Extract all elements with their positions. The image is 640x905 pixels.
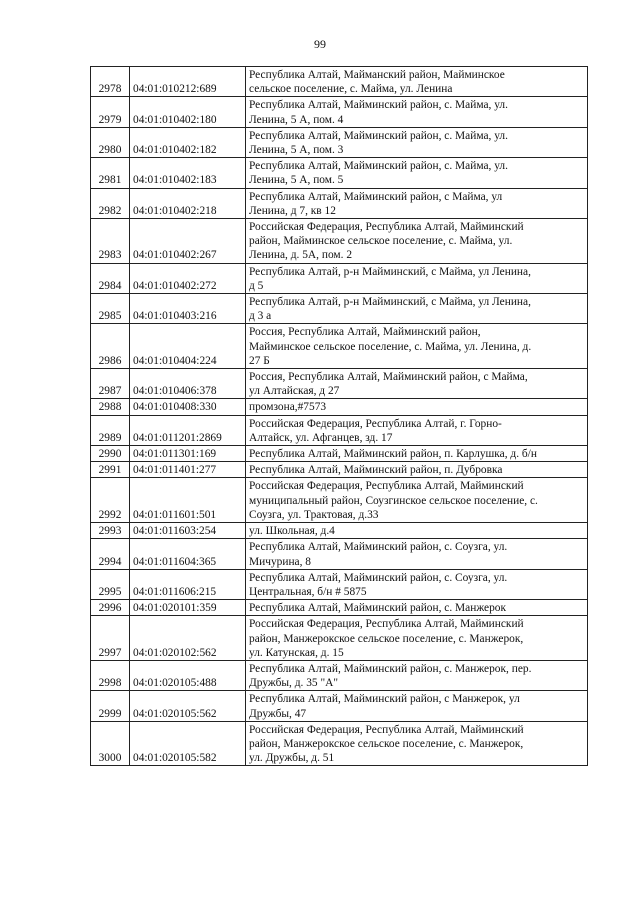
row-number-cell: 2988 <box>91 399 130 415</box>
table-row <box>91 446 588 462</box>
cadastral-number-cell: 04:01:010212:689 <box>130 67 246 97</box>
cadastral-number-cell: 04:01:010402:180 <box>130 97 246 127</box>
cadastral-number-cell: 04:01:010402:218 <box>130 188 246 218</box>
address-line: ул. Школьная, д.4 <box>249 525 335 538</box>
address-line: Российская Федерация, Республика Алтай, Майминский <box>249 221 524 234</box>
address-line: д 5 <box>249 279 264 292</box>
address-line: Ленина, 5 А, пом. 5 <box>249 174 344 187</box>
cadastral-number-cell: 04:01:010402:272 <box>130 263 246 293</box>
address-line: Республика Алтай, Майминский район, с. Соузга, ул. <box>249 541 508 554</box>
table-row <box>91 399 588 415</box>
address-line: Российская Федерация, Республика Алтай, Майминский <box>249 618 524 631</box>
address-line: Республика Алтай, р-н Майминский, с Майма, ул Ленина, <box>249 296 531 309</box>
address-cell <box>246 600 588 616</box>
cadastral-number-cell: 04:01:011601:501 <box>130 478 246 523</box>
register-table <box>90 66 588 766</box>
row-number-cell: 2989 <box>91 415 130 445</box>
row-number-cell: 2984 <box>91 263 130 293</box>
address-line: Республика Алтай, р-н Майминский, с Майма, ул Ленина, <box>249 265 531 278</box>
address-cell <box>246 616 588 661</box>
address-cell <box>246 462 588 478</box>
address-line: Республика Алтай, Майминский район, с Манжерок, ул <box>249 693 520 706</box>
address-cell <box>246 539 588 569</box>
address-cell <box>246 127 588 157</box>
cadastral-number-cell: 04:01:011603:254 <box>130 523 246 539</box>
address-line: ул. Катунская, д. 15 <box>249 646 344 659</box>
address-line: Ленина, д. 5А, пом. 2 <box>249 249 353 262</box>
row-number-cell: 2998 <box>91 660 130 690</box>
table-row <box>91 600 588 616</box>
address-cell <box>246 158 588 188</box>
cadastral-number-cell: 04:01:010404:224 <box>130 324 246 369</box>
cadastral-number-cell: 04:01:010406:378 <box>130 369 246 399</box>
address-cell <box>246 219 588 264</box>
address-line: Республика Алтай, Майманский район, Майминское <box>249 69 505 81</box>
row-number-cell: 2990 <box>91 446 130 462</box>
address-line: Ленина, 5 А, пом. 4 <box>249 113 344 126</box>
address-line: Российская Федерация, Республика Алтай, г. Горно- <box>249 417 502 430</box>
address-line: ул. Дружбы, д. 51 <box>249 752 335 765</box>
table-row <box>91 188 588 218</box>
row-number-cell: 2986 <box>91 324 130 369</box>
row-number-cell: 2999 <box>91 691 130 721</box>
address-line: Республика Алтай, Майминский район, с Майма, ул <box>249 190 503 203</box>
row-number-cell: 2978 <box>91 67 130 97</box>
row-number-cell: 3000 <box>91 721 130 766</box>
row-number-cell: 2982 <box>91 188 130 218</box>
address-line: д 3 а <box>249 310 272 323</box>
address-line: Дружбы, 47 <box>249 707 307 720</box>
address-line: Ленина, 5 А, пом. 3 <box>249 144 344 157</box>
table-row <box>91 616 588 661</box>
table-row <box>91 691 588 721</box>
table-row <box>91 660 588 690</box>
table-row <box>91 369 588 399</box>
table-row <box>91 294 588 324</box>
address-cell <box>246 369 588 399</box>
table-row <box>91 415 588 445</box>
address-line: Алтайск, ул. Афганцев, зд. 17 <box>249 431 393 444</box>
address-line: Республика Алтай, Майминский район, с. Манжерок <box>249 602 507 615</box>
table-row <box>91 158 588 188</box>
table-row <box>91 263 588 293</box>
row-number-cell: 2995 <box>91 569 130 599</box>
row-number-cell: 2992 <box>91 478 130 523</box>
address-cell <box>246 415 588 445</box>
address-cell <box>246 324 588 369</box>
address-line: Республика Алтай, Майминский район, п. Карлушка, д. б/н <box>249 448 537 461</box>
address-line: район, Манжерокское сельское поселение, с. Манжерок, <box>249 737 524 750</box>
address-line: Ленина, д 7, кв 12 <box>249 204 336 217</box>
table-row <box>91 127 588 157</box>
cadastral-number-cell: 04:01:020105:488 <box>130 660 246 690</box>
address-cell <box>246 691 588 721</box>
address-line: муниципальный район, Соузгинское сельское поселение, с. <box>249 494 538 507</box>
cadastral-number-cell: 04:01:011301:169 <box>130 446 246 462</box>
table-row <box>91 67 588 97</box>
cadastral-number-cell: 04:01:011606:215 <box>130 569 246 599</box>
address-line: Российская Федерация, Республика Алтай, Майминский <box>249 480 524 493</box>
cadastral-number-cell: 04:01:010402:267 <box>130 219 246 264</box>
address-cell <box>246 660 588 690</box>
address-line: Республика Алтай, Майминский район, с. Соузга, ул. <box>249 571 508 584</box>
address-line: ул Алтайская, д 27 <box>249 385 340 398</box>
address-cell <box>246 523 588 539</box>
row-number-cell: 2985 <box>91 294 130 324</box>
table-row <box>91 721 588 766</box>
address-line: Майминское сельское поселение, с. Майма, ул. Ленина, д. <box>249 340 532 353</box>
address-line: Мичурина, 8 <box>249 555 311 568</box>
row-number-cell: 2993 <box>91 523 130 539</box>
address-line: Россия, Республика Алтай, Майминский район, <box>249 326 481 339</box>
address-cell <box>246 67 588 97</box>
row-number-cell: 2997 <box>91 616 130 661</box>
cadastral-number-cell: 04:01:011201:2869 <box>130 415 246 445</box>
address-line: Россия, Республика Алтай, Майминский район, с Майма, <box>249 371 528 384</box>
cadastral-number-cell: 04:01:020105:582 <box>130 721 246 766</box>
table-row <box>91 478 588 523</box>
address-line: Республика Алтай, Майминский район, п. Дубровка <box>249 464 503 477</box>
address-cell <box>246 97 588 127</box>
row-number-cell: 2979 <box>91 97 130 127</box>
address-line: Республика Алтай, Майминский район, с. Майма, ул. <box>249 99 508 112</box>
table-row <box>91 539 588 569</box>
address-cell <box>246 399 588 415</box>
address-line: промзона,#7573 <box>249 401 327 414</box>
register-table-body <box>91 67 588 766</box>
cadastral-number-cell: 04:01:020105:562 <box>130 691 246 721</box>
table-row <box>91 569 588 599</box>
row-number-cell: 2996 <box>91 600 130 616</box>
address-line: район, Манжерокское сельское поселение, с. Манжерок, <box>249 632 524 645</box>
row-number-cell: 2981 <box>91 158 130 188</box>
page-number: 99 <box>314 37 326 51</box>
address-line: Республика Алтай, Майминский район, с. Майма, ул. <box>249 160 508 173</box>
address-cell <box>246 569 588 599</box>
address-cell <box>246 294 588 324</box>
address-cell <box>246 721 588 766</box>
cadastral-number-cell: 04:01:011401:277 <box>130 462 246 478</box>
table-row <box>91 462 588 478</box>
table-row <box>91 97 588 127</box>
cadastral-number-cell: 04:01:010402:182 <box>130 127 246 157</box>
cadastral-number-cell: 04:01:010402:183 <box>130 158 246 188</box>
address-line: Центральная, б/н # 5875 <box>249 585 367 598</box>
cadastral-number-cell: 04:01:010408:330 <box>130 399 246 415</box>
table-row <box>91 324 588 369</box>
address-line: Соузга, ул. Трактовая, д.33 <box>249 508 379 521</box>
table-row <box>91 219 588 264</box>
row-number-cell: 2991 <box>91 462 130 478</box>
row-number-cell: 2994 <box>91 539 130 569</box>
row-number-cell: 2980 <box>91 127 130 157</box>
address-line: 27 Б <box>249 354 270 367</box>
address-cell <box>246 263 588 293</box>
cadastral-number-cell: 04:01:010403:216 <box>130 294 246 324</box>
address-line: район, Майминское сельское поселение, с. Майма, ул. <box>249 235 513 248</box>
address-line: Российская Федерация, Республика Алтай, Майминский <box>249 723 524 736</box>
row-number-cell: 2983 <box>91 219 130 264</box>
cadastral-number-cell: 04:01:020101:359 <box>130 600 246 616</box>
cadastral-number-cell: 04:01:020102:562 <box>130 616 246 661</box>
address-line: сельское поселение, с. Майма, ул. Ленина <box>249 83 453 96</box>
cadastral-number-cell: 04:01:011604:365 <box>130 539 246 569</box>
row-number-cell: 2987 <box>91 369 130 399</box>
address-cell <box>246 188 588 218</box>
address-cell <box>246 446 588 462</box>
table-row <box>91 523 588 539</box>
address-line: Республика Алтай, Майминский район, с. Майма, ул. <box>249 129 508 142</box>
address-cell <box>246 478 588 523</box>
address-line: Дружбы, д. 35 "А" <box>249 677 338 690</box>
address-line: Республика Алтай, Майминский район, с. Манжерок, пер. <box>249 662 532 675</box>
